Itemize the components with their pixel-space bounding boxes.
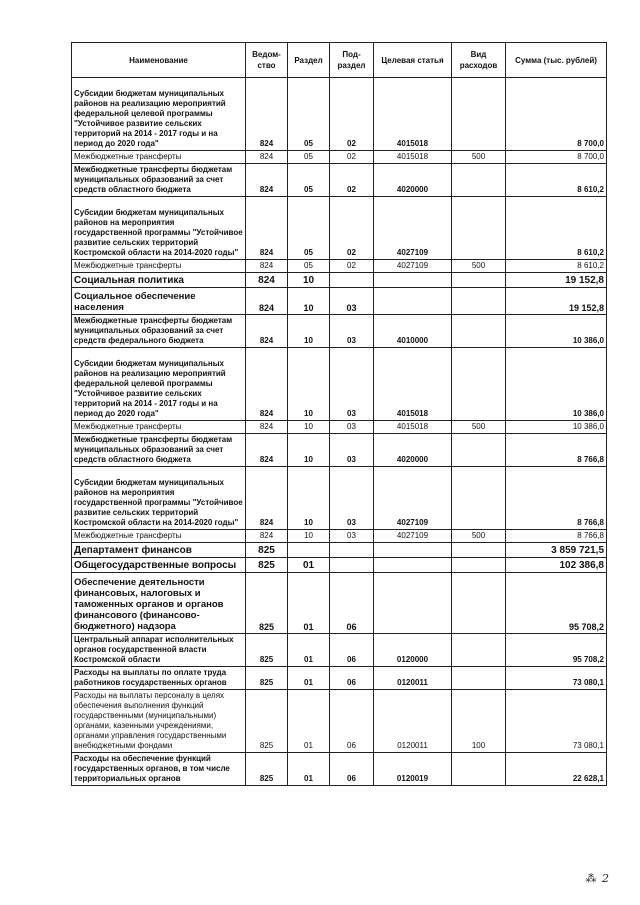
row-section: 01 xyxy=(288,634,330,667)
row-target xyxy=(374,288,452,315)
row-sum: 19 152,8 xyxy=(506,273,607,288)
row-dept: 824 xyxy=(246,78,288,151)
row-exp-type xyxy=(452,164,506,197)
row-sum: 19 152,8 xyxy=(506,288,607,315)
row-sum: 73 080,1 xyxy=(506,667,607,690)
row-dept: 824 xyxy=(246,315,288,348)
row-dept: 825 xyxy=(246,753,288,786)
row-exp-type: 500 xyxy=(452,260,506,273)
row-exp-type xyxy=(452,467,506,530)
row-target: 4027109 xyxy=(374,260,452,273)
row-name: Субсидии бюджетам муниципальных районов на реализацию мероприятий федеральной целевой программы "Устойчивое развитие сельских территорий на 2014 - 2017 годы и на период до 2020 года" xyxy=(72,348,246,421)
row-section: 10 xyxy=(288,421,330,434)
row-name: Обеспечение деятельности финансовых, налоговых и таможенных органов и органов финансового (финансово-бюджетного) надзора xyxy=(72,573,246,634)
row-dept: 824 xyxy=(246,273,288,288)
row-sum: 10 386,0 xyxy=(506,348,607,421)
row-dept: 825 xyxy=(246,573,288,634)
row-section: 01 xyxy=(288,558,330,573)
table-row xyxy=(72,288,607,315)
row-dept: 824 xyxy=(246,288,288,315)
row-dept: 824 xyxy=(246,434,288,467)
row-sum: 95 708,2 xyxy=(506,634,607,667)
row-target: 0120011 xyxy=(374,690,452,753)
row-subsection: 06 xyxy=(330,573,374,634)
table-row xyxy=(72,543,607,558)
row-sum: 8 610,2 xyxy=(506,260,607,273)
table-row xyxy=(72,197,607,260)
row-name: Межбюджетные трансферты xyxy=(72,260,246,273)
row-subsection xyxy=(330,273,374,288)
row-subsection: 06 xyxy=(330,753,374,786)
row-target: 4010000 xyxy=(374,315,452,348)
row-sum: 22 628,1 xyxy=(506,753,607,786)
row-name: Расходы на обеспечение функций государственных органов, в том числе территориальных органов xyxy=(72,753,246,786)
row-subsection: 06 xyxy=(330,690,374,753)
row-exp-type: 100 xyxy=(452,690,506,753)
header-exp-type: Вид расходов xyxy=(452,43,506,78)
row-section: 01 xyxy=(288,690,330,753)
row-name: Социальная политика xyxy=(72,273,246,288)
row-exp-type xyxy=(452,753,506,786)
row-sum: 8 766,8 xyxy=(506,467,607,530)
row-exp-type xyxy=(452,667,506,690)
row-exp-type xyxy=(452,434,506,467)
row-section: 10 xyxy=(288,315,330,348)
row-subsection: 02 xyxy=(330,151,374,164)
row-target: 4020000 xyxy=(374,434,452,467)
row-sum: 8 766,8 xyxy=(506,530,607,543)
row-dept: 824 xyxy=(246,467,288,530)
row-sum: 8 700,0 xyxy=(506,151,607,164)
row-exp-type xyxy=(452,78,506,151)
row-exp-type xyxy=(452,634,506,667)
row-dept: 825 xyxy=(246,667,288,690)
row-sum: 102 386,8 xyxy=(506,558,607,573)
budget-sheet xyxy=(71,42,606,786)
row-section: 10 xyxy=(288,348,330,421)
row-section: 10 xyxy=(288,288,330,315)
row-subsection xyxy=(330,558,374,573)
row-section: 05 xyxy=(288,197,330,260)
row-sum: 95 708,2 xyxy=(506,573,607,634)
table-row xyxy=(72,315,607,348)
row-section xyxy=(288,543,330,558)
row-sum: 8 700,0 xyxy=(506,78,607,151)
row-name: Расходы на выплаты по оплате труда работников государственных органов xyxy=(72,667,246,690)
row-subsection xyxy=(330,543,374,558)
row-target: 4027109 xyxy=(374,197,452,260)
row-subsection: 02 xyxy=(330,164,374,197)
row-dept: 824 xyxy=(246,151,288,164)
row-exp-type xyxy=(452,543,506,558)
table-row xyxy=(72,634,607,667)
row-exp-type xyxy=(452,273,506,288)
row-target: 4015018 xyxy=(374,151,452,164)
row-subsection: 02 xyxy=(330,78,374,151)
table-row xyxy=(72,164,607,197)
row-name: Субсидии бюджетам муниципальных районов на реализацию мероприятий федеральной целевой программы "Устойчивое развитие сельских территорий на 2014 - 2017 годы и на период до 2020 года" xyxy=(72,78,246,151)
row-sum: 73 080,1 xyxy=(506,690,607,753)
row-target: 0120011 xyxy=(374,667,452,690)
row-target xyxy=(374,573,452,634)
row-target: 0120000 xyxy=(374,634,452,667)
row-dept: 825 xyxy=(246,558,288,573)
row-subsection: 03 xyxy=(330,348,374,421)
header-sum: Сумма (тыс. рублей) xyxy=(506,43,607,78)
row-section: 05 xyxy=(288,78,330,151)
row-sum: 8 610,2 xyxy=(506,197,607,260)
row-section: 10 xyxy=(288,434,330,467)
header-row xyxy=(72,43,607,78)
table-row xyxy=(72,260,607,273)
row-sum: 3 859 721,5 xyxy=(506,543,607,558)
row-name: Субсидии бюджетам муниципальных районов на мероприятия государственной программы "Устойчивое развитие сельских территорий Костромской области на 2014-2020 годы" xyxy=(72,467,246,530)
row-dept: 824 xyxy=(246,197,288,260)
row-name: Межбюджетные трансферты бюджетам муниципальных образований за счет средств областного бюджета xyxy=(72,164,246,197)
row-section: 10 xyxy=(288,530,330,543)
row-subsection: 03 xyxy=(330,434,374,467)
table-row xyxy=(72,467,607,530)
budget-table xyxy=(71,42,607,786)
row-name: Департамент финансов xyxy=(72,543,246,558)
row-sum: 10 386,0 xyxy=(506,315,607,348)
header-target: Целевая статья xyxy=(374,43,452,78)
row-section: 10 xyxy=(288,273,330,288)
row-subsection: 02 xyxy=(330,260,374,273)
row-target: 4015018 xyxy=(374,421,452,434)
row-name: Общегосударственные вопросы xyxy=(72,558,246,573)
row-target xyxy=(374,558,452,573)
row-target xyxy=(374,543,452,558)
row-dept: 824 xyxy=(246,421,288,434)
row-subsection: 03 xyxy=(330,467,374,530)
row-name: Центральный аппарат исполнительных органов государственной власти Костромской области xyxy=(72,634,246,667)
row-target: 4015018 xyxy=(374,78,452,151)
row-section: 05 xyxy=(288,260,330,273)
table-row xyxy=(72,753,607,786)
row-exp-type xyxy=(452,315,506,348)
row-dept: 824 xyxy=(246,348,288,421)
row-sum: 8 766,8 xyxy=(506,434,607,467)
row-dept: 824 xyxy=(246,260,288,273)
row-subsection: 02 xyxy=(330,197,374,260)
row-name: Расходы на выплаты персоналу в целях обеспечения выполнения функций государственными (муниципальными) органами, казенными учреждениями, органами управления государственными внебюджетными фондами xyxy=(72,690,246,753)
row-target: 4020000 xyxy=(374,164,452,197)
row-subsection: 03 xyxy=(330,530,374,543)
header-dept: Ведом-ство xyxy=(246,43,288,78)
row-target: 0120019 xyxy=(374,753,452,786)
row-name: Межбюджетные трансферты xyxy=(72,421,246,434)
row-target: 4015018 xyxy=(374,348,452,421)
row-dept: 825 xyxy=(246,634,288,667)
row-exp-type xyxy=(452,573,506,634)
row-target: 4027109 xyxy=(374,467,452,530)
table-row xyxy=(72,78,607,151)
row-subsection: 03 xyxy=(330,288,374,315)
row-subsection: 06 xyxy=(330,634,374,667)
row-exp-type: 500 xyxy=(452,151,506,164)
row-exp-type xyxy=(452,348,506,421)
table-row xyxy=(72,573,607,634)
row-exp-type: 500 xyxy=(452,530,506,543)
table-row xyxy=(72,690,607,753)
row-exp-type xyxy=(452,288,506,315)
table-row xyxy=(72,434,607,467)
row-target xyxy=(374,273,452,288)
header-name: Наименование xyxy=(72,43,246,78)
row-exp-type xyxy=(452,558,506,573)
table-row xyxy=(72,667,607,690)
table-row xyxy=(72,530,607,543)
row-dept: 825 xyxy=(246,690,288,753)
row-name: Субсидии бюджетам муниципальных районов на мероприятия государственной программы "Устойчивое развитие сельских территорий Костромской области на 2014-2020 годы" xyxy=(72,197,246,260)
row-section: 01 xyxy=(288,753,330,786)
row-dept: 825 xyxy=(246,543,288,558)
row-section: 10 xyxy=(288,467,330,530)
row-subsection: 03 xyxy=(330,421,374,434)
row-subsection: 03 xyxy=(330,315,374,348)
table-row xyxy=(72,421,607,434)
row-section: 05 xyxy=(288,151,330,164)
row-name: Межбюджетные трансферты xyxy=(72,151,246,164)
row-dept: 824 xyxy=(246,530,288,543)
row-section: 01 xyxy=(288,667,330,690)
row-dept: 824 xyxy=(246,164,288,197)
row-subsection: 06 xyxy=(330,667,374,690)
table-row xyxy=(72,273,607,288)
row-section: 01 xyxy=(288,573,330,634)
header-section: Раздел xyxy=(288,43,330,78)
row-name: Межбюджетные трансферты бюджетам муниципальных образований за счет средств федерального бюджета xyxy=(72,315,246,348)
page-mark: ⁂ 2 xyxy=(585,872,610,885)
row-sum: 10 386,0 xyxy=(506,421,607,434)
row-name: Социальное обеспечение населения xyxy=(72,288,246,315)
row-target: 4027109 xyxy=(374,530,452,543)
table-row xyxy=(72,151,607,164)
row-exp-type xyxy=(452,197,506,260)
row-name: Межбюджетные трансферты бюджетам муниципальных образований за счет средств областного бюджета xyxy=(72,434,246,467)
table-row xyxy=(72,558,607,573)
row-section: 05 xyxy=(288,164,330,197)
header-subsection: Под-раздел xyxy=(330,43,374,78)
row-exp-type: 500 xyxy=(452,421,506,434)
row-sum: 8 610,2 xyxy=(506,164,607,197)
row-name: Межбюджетные трансферты xyxy=(72,530,246,543)
table-row xyxy=(72,348,607,421)
